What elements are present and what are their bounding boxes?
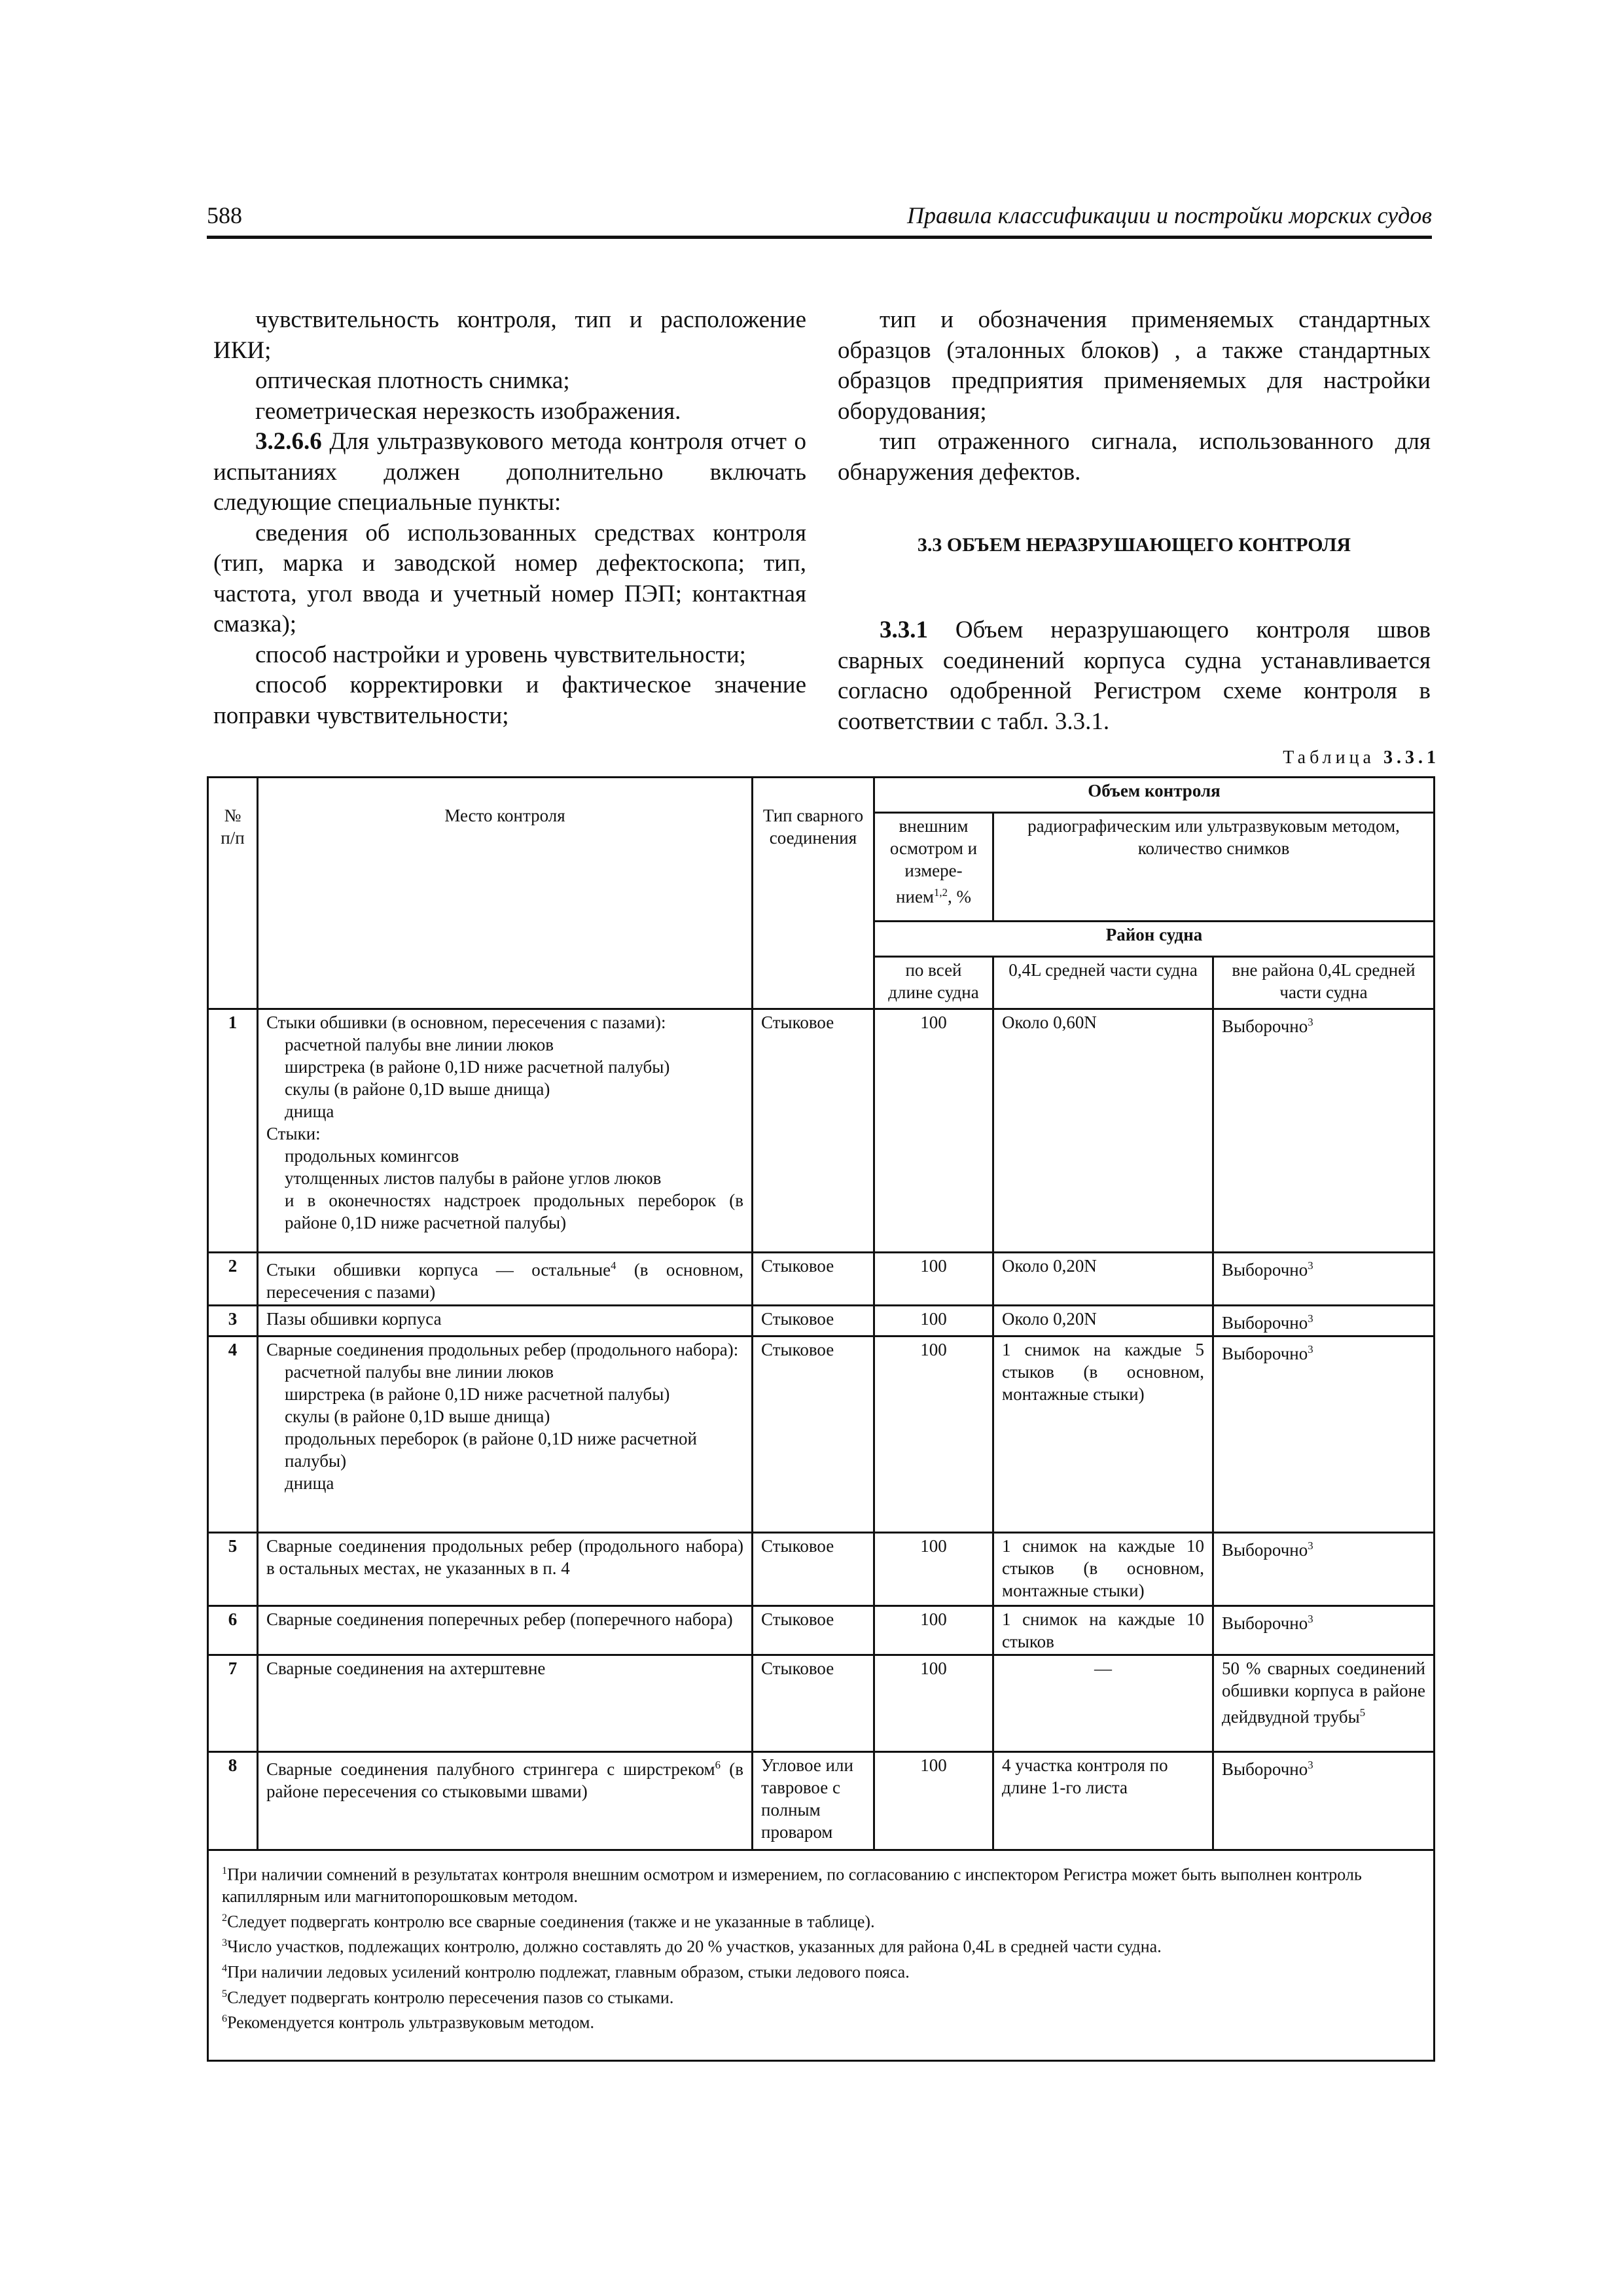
header-visual — [874, 813, 993, 922]
page-number: 588 — [207, 202, 242, 228]
row-place — [258, 1752, 753, 1850]
page-header — [207, 196, 1432, 239]
footnote-ref: 3 — [1308, 1259, 1313, 1272]
row-place — [258, 1336, 753, 1533]
table-row — [208, 1752, 1435, 1850]
clause-number: 3.2.6.6 — [255, 428, 322, 455]
header-volume: Объем контроля — [874, 778, 1435, 813]
footnote-text: Следует подвергать контролю пересечения пазов со стыками. — [227, 1988, 674, 2007]
row-type: Стыковое — [753, 1533, 874, 1606]
row-type: Стыковое — [753, 1655, 874, 1752]
outside-text: Выборочно — [1222, 1016, 1308, 1036]
header-whole: по всей длине судна — [874, 957, 993, 1009]
outside-text: Выборочно — [1222, 1344, 1308, 1363]
row-type: Стыковое — [753, 1336, 874, 1533]
paragraph: сведения об использованных средствах контроля (тип, марка и заводской номер дефектоскопа; тип, частота, угол ввода и учетный номер ПЭП; контактная смазка); — [213, 519, 806, 637]
place-line: расчетной палубы вне линии люков — [285, 1035, 554, 1054]
paragraph — [213, 427, 806, 518]
row-num: 6 — [208, 1606, 258, 1655]
clause-text: Объем неразрушающего контроля швов сварных соединений корпуса судна устанавливается согласно одобренной Регистром схеме контроля в соответствии с табл. 3.3.1. — [838, 617, 1431, 735]
inspection-table — [207, 776, 1435, 2062]
row-num: 4 — [208, 1336, 258, 1533]
footnote — [222, 1860, 1420, 1907]
row-num: 1 — [208, 1009, 258, 1253]
footnote-mark: 4 — [222, 1962, 228, 1974]
row-mid: 1 снимок на каждые 5 стыков (в основном, монтажные стыки) — [993, 1336, 1213, 1533]
footnote-ref: 3 — [1308, 1343, 1313, 1355]
paragraph: геометрическая нерезкость изображения. — [255, 397, 681, 425]
place-line: ширстрека (в районе 0,1D ниже расчетной палубы) — [285, 1384, 670, 1404]
header-row — [208, 778, 1435, 813]
footnote-ref: 3 — [1308, 1312, 1313, 1325]
place-line: Сварные соединения палубного стрингера с ширстреком — [266, 1759, 715, 1779]
row-outside — [1213, 1009, 1435, 1253]
table-row — [208, 1306, 1435, 1336]
footnote-ref: 5 — [1359, 1706, 1366, 1719]
footnote — [222, 1958, 1420, 1983]
place-line: расчетной палубы вне линии люков — [285, 1362, 554, 1382]
row-mid: — — [993, 1655, 1213, 1752]
row-place: Сварные соединения поперечных ребер (поперечного набора) — [258, 1606, 753, 1655]
row-type: Стыковое — [753, 1306, 874, 1336]
footnote — [222, 1907, 1420, 1933]
outside-text: Выборочно — [1222, 1759, 1308, 1779]
row-visual: 100 — [874, 1606, 993, 1655]
row-outside — [1213, 1253, 1435, 1306]
place-line: Пазы обшивки корпуса — [266, 1309, 442, 1329]
outside-text: 50 % сварных соединений обшивки корпуса в районе дейдвудной трубы — [1222, 1659, 1426, 1727]
table-row — [208, 1253, 1435, 1306]
footnote-mark: 2 — [222, 1912, 228, 1924]
place-line: Стыки обшивки корпуса — остальные — [266, 1260, 611, 1280]
row-outside — [1213, 1336, 1435, 1533]
footnote-text: При наличии сомнений в результатах контроля внешним осмотром и измерением, по согласованию с инспектором Регистра может быть выполнен контроль капиллярным или магнитопорошковым методом. — [222, 1865, 1362, 1906]
outside-text: Выборочно — [1222, 1613, 1308, 1633]
row-visual: 100 — [874, 1533, 993, 1606]
row-mid: Около 0,20N — [993, 1306, 1213, 1336]
place-line: скулы (в районе 0,1D выше днища) — [285, 1407, 550, 1426]
row-visual: 100 — [874, 1336, 993, 1533]
row-place: Сварные соединения на ахтерштевне — [258, 1655, 753, 1752]
paragraph: тип и обозначения применяемых стандартных образцов (эталонных блоков) , а также стандартных образцов предприятия применяемых для настройки оборудования; — [838, 306, 1431, 425]
place-line: Стыки обшивки (в основном, пересечения с пазами): — [266, 1013, 666, 1032]
row-type: Стыковое — [753, 1253, 874, 1306]
header-type: Тип сварного соединения — [753, 778, 874, 1009]
place-line: продольных переборок (в районе 0,1D ниже расчетной палубы) — [285, 1429, 697, 1471]
footnote-text: Рекомендуется контроль ультразвуковым методом. — [227, 2013, 594, 2032]
footnote-ref: 3 — [1308, 1016, 1313, 1028]
row-visual: 100 — [874, 1253, 993, 1306]
row-place — [258, 1253, 753, 1306]
place-line: скулы (в районе 0,1D выше днища) — [285, 1079, 550, 1099]
clause-number: 3.3.1 — [880, 617, 928, 643]
row-visual: 100 — [874, 1752, 993, 1850]
outside-text: Выборочно — [1222, 1260, 1308, 1280]
table-row — [208, 1336, 1435, 1533]
row-type: Стыковое — [753, 1009, 874, 1253]
footnote-ref: 3 — [1308, 1759, 1313, 1771]
footnote-mark: 3 — [222, 1937, 228, 1949]
place-line: (в районе пересечения со стыковыми швами) — [266, 1759, 743, 1801]
right-column — [838, 305, 1431, 488]
outside-text: Выборочно — [1222, 1313, 1308, 1333]
place-line: днища — [285, 1473, 334, 1493]
caption-number: 3.3.1 — [1383, 747, 1440, 768]
footnote-ref: 1,2 — [934, 886, 948, 899]
paragraph: чувствительность контроля, тип и расположение ИКИ; — [213, 306, 806, 364]
footnote-ref: 6 — [715, 1759, 721, 1771]
visual-unit: , % — [947, 887, 971, 906]
footnote — [222, 1932, 1420, 1958]
footnote-ref: 3 — [1308, 1613, 1313, 1625]
table-caption — [1243, 747, 1440, 768]
place-line: продольных комингсов — [285, 1146, 459, 1166]
footnote-mark: 6 — [222, 2013, 228, 2025]
place-line: и в оконечностях надстроек продольных переборок (в районе 0,1D ниже расчетной палубы) — [285, 1191, 743, 1232]
footnote-text: Число участков, подлежащих контролю, должно составлять до 20 % участков, указанных для района 0,4L в средней части судна. — [227, 1937, 1162, 1956]
header-outside: вне района 0,4L средней части судна — [1213, 957, 1435, 1009]
row-type: Угловое или тавровое с полным проваром — [753, 1752, 874, 1850]
row-type: Стыковое — [753, 1606, 874, 1655]
table-row — [208, 1606, 1435, 1655]
row-outside — [1213, 1655, 1435, 1752]
table-footnotes — [208, 1850, 1435, 2061]
footnotes-row — [208, 1850, 1435, 2061]
visual-label: внешним осмотром и измере-нием — [889, 816, 978, 906]
table-row — [208, 1533, 1435, 1606]
row-place — [258, 1009, 753, 1253]
footnote-ref: 4 — [611, 1259, 616, 1272]
place-line: днища — [285, 1102, 334, 1121]
place-line: утолщенных листов палубы в районе углов люков — [285, 1168, 662, 1188]
footnote-mark: 5 — [222, 1988, 228, 2000]
right-column-lower — [838, 615, 1431, 737]
caption-label: Таблица — [1283, 747, 1375, 768]
place-line: (в основном, пересечения с пазами) — [266, 1260, 744, 1302]
left-column — [213, 305, 806, 731]
row-mid: 4 участка контроля по длине 1-го листа — [993, 1752, 1213, 1850]
paragraph — [838, 615, 1431, 737]
row-outside — [1213, 1306, 1435, 1336]
footnote — [222, 2008, 1420, 2034]
table-row — [208, 1009, 1435, 1253]
row-mid: 1 снимок на каждые 10 стыков (в основном, монтажные стыки) — [993, 1533, 1213, 1606]
row-num: 2 — [208, 1253, 258, 1306]
row-visual: 100 — [874, 1655, 993, 1752]
row-visual: 100 — [874, 1306, 993, 1336]
footnote-ref: 3 — [1308, 1539, 1313, 1552]
row-num: 5 — [208, 1533, 258, 1606]
row-visual: 100 — [874, 1009, 993, 1253]
clause-text: Для ультразвукового метода контроля отчет о испытаниях должен дополнительно включать следующие специальные пункты: — [213, 428, 807, 516]
footnote-text: При наличии ледовых усилений контролю подлежат, главным образом, стыки ледового пояса. — [227, 1962, 910, 1982]
row-mid: Около 0,60N — [993, 1009, 1213, 1253]
place-line: Сварные соединения продольных ребер (продольного набора): — [266, 1340, 739, 1359]
place-line: ширстрека (в районе 0,1D ниже расчетной палубы) — [285, 1057, 670, 1077]
row-outside — [1213, 1752, 1435, 1850]
header-radio: радиографическим или ультразвуковым методом, количество снимков — [993, 813, 1435, 922]
outside-text: Выборочно — [1222, 1540, 1308, 1560]
header-num: № п/п — [208, 778, 258, 1009]
footnote — [222, 1983, 1420, 2009]
row-num: 3 — [208, 1306, 258, 1336]
header-mid: 0,4L средней части судна — [993, 957, 1213, 1009]
row-num: 7 — [208, 1655, 258, 1752]
row-place — [258, 1306, 753, 1336]
paragraph: способ настройки и уровень чувствительности; — [255, 641, 746, 668]
header-place: Место контроля — [258, 778, 753, 1009]
table-row — [208, 1655, 1435, 1752]
paragraph: способ корректировки и фактическое значение поправки чувствительности; — [213, 672, 806, 729]
row-mid: 1 снимок на каждые 10 стыков — [993, 1606, 1213, 1655]
paragraph: тип отраженного сигнала, использованного для обнаружения дефектов. — [838, 428, 1431, 486]
row-outside — [1213, 1606, 1435, 1655]
row-place: Сварные соединения продольных ребер (продольного набора) в остальных местах, не указанных в п. 4 — [258, 1533, 753, 1606]
header-region: Район судна — [874, 922, 1435, 957]
footnote-mark: 1 — [222, 1865, 228, 1876]
row-num: 8 — [208, 1752, 258, 1850]
section-heading: 3.3 ОБЪЕМ НЕРАЗРУШАЮЩЕГО КОНТРОЛЯ — [917, 534, 1351, 556]
paragraph: оптическая плотность снимка; — [255, 367, 570, 394]
running-title: Правила классификации и постройки морских судов — [907, 202, 1432, 228]
place-line: Стыки: — [266, 1124, 321, 1143]
row-outside — [1213, 1533, 1435, 1606]
footnote-text: Следует подвергать контролю все сварные соединения (также и не указанные в таблице). — [227, 1912, 875, 1931]
row-mid: Около 0,20N — [993, 1253, 1213, 1306]
